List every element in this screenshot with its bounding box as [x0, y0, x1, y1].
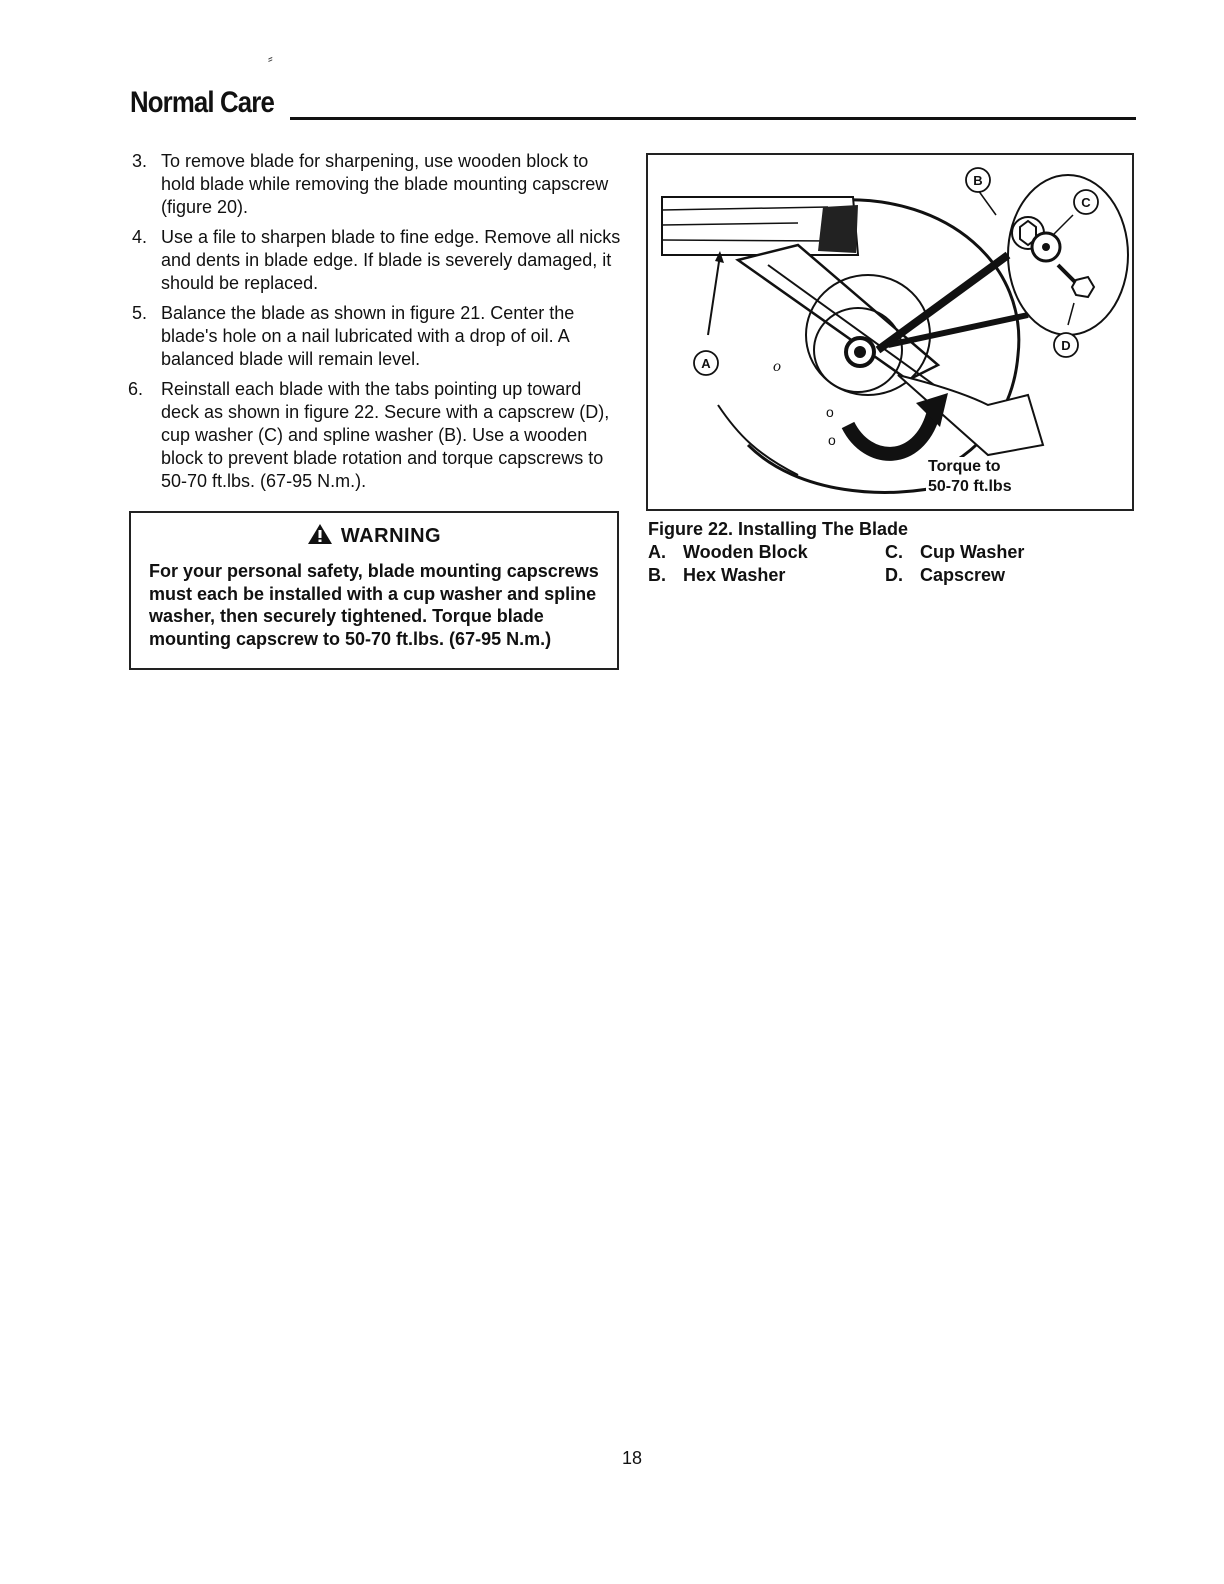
legend-item — [648, 541, 885, 564]
instruction-steps — [128, 150, 622, 500]
figure-title: Figure 22. Installing The Blade — [648, 519, 909, 539]
header-rule — [290, 117, 1136, 120]
legend-key: C. — [885, 542, 903, 562]
warning-triangle-icon — [307, 523, 333, 545]
legend-item — [885, 564, 1075, 587]
step-3 — [132, 150, 622, 219]
callout-d-label: D — [1061, 338, 1071, 353]
callout-c-label: C — [1081, 195, 1091, 210]
step-6 — [128, 378, 622, 493]
legend-item — [648, 564, 885, 587]
section-title: Normal Care — [130, 86, 274, 119]
warning-box — [129, 511, 619, 670]
step-text: Reinstall each blade with the tabs pointing up toward deck as shown in figure 22. Secure with a capscrew (D), cup washer (C) and spline washer (B). Use a wooden block to prevent blade rotation and torque capscrews to 50-70 ft.lbs. (67-95 N.m.). — [161, 379, 610, 491]
warning-text: For your personal safety, blade mounting capscrews must each be installed with a cup washer and spline washer, then securely tightened. Torque blade mounting capscrew to 50-70 ft.lbs. (67-95 N.m.) — [149, 561, 599, 649]
step-text: Balance the blade as shown in figure 21. Center the blade's hole on a nail lubricated with a drop of oil. A balanced blade will remain level. — [161, 303, 575, 369]
svg-text:o: o — [773, 358, 781, 375]
legend-key: D. — [885, 565, 903, 585]
section-header — [130, 86, 1136, 126]
blade-installation-drawing — [648, 155, 1134, 511]
step-number: 3. — [132, 151, 148, 171]
step-5 — [132, 302, 622, 371]
figure-caption — [648, 518, 1068, 587]
legend-key: B. — [648, 565, 666, 585]
legend-key: A. — [648, 542, 666, 562]
torque-label-line2: 50-70 ft.lbs — [928, 478, 1012, 495]
legend-item — [885, 541, 1075, 564]
warning-title: WARNING — [340, 525, 442, 547]
legend-label: Cup Washer — [920, 542, 1025, 562]
callout-a-label: A — [701, 356, 711, 371]
step-4 — [132, 226, 622, 295]
step-text: To remove blade for sharpening, use wooden block to hold blade while removing the blade mounting capscrew (figure 20). — [161, 151, 609, 217]
legend-label: Wooden Block — [683, 542, 808, 562]
page-number: 18 — [622, 1448, 643, 1468]
step-number: 6. — [128, 379, 144, 399]
step-number: 5. — [132, 303, 148, 323]
callout-b-label: B — [973, 173, 983, 188]
legend-label: Hex Washer — [683, 565, 786, 585]
figure-legend — [648, 541, 1068, 587]
warning-heading — [149, 523, 599, 548]
torque-label — [926, 457, 1014, 497]
legend-label: Capscrew — [920, 565, 1006, 585]
svg-text:o: o — [826, 404, 834, 420]
scan-mark: ⸗ — [268, 50, 273, 66]
step-text: Use a file to sharpen blade to fine edge. Remove all nicks and dents in blade edge. If blade is severely damaged, it should be replaced. — [161, 227, 621, 293]
svg-text:o: o — [828, 432, 836, 448]
figure-22-illustration — [646, 153, 1134, 511]
torque-label-line1: Torque to — [928, 458, 1001, 475]
step-number: 4. — [132, 227, 148, 247]
